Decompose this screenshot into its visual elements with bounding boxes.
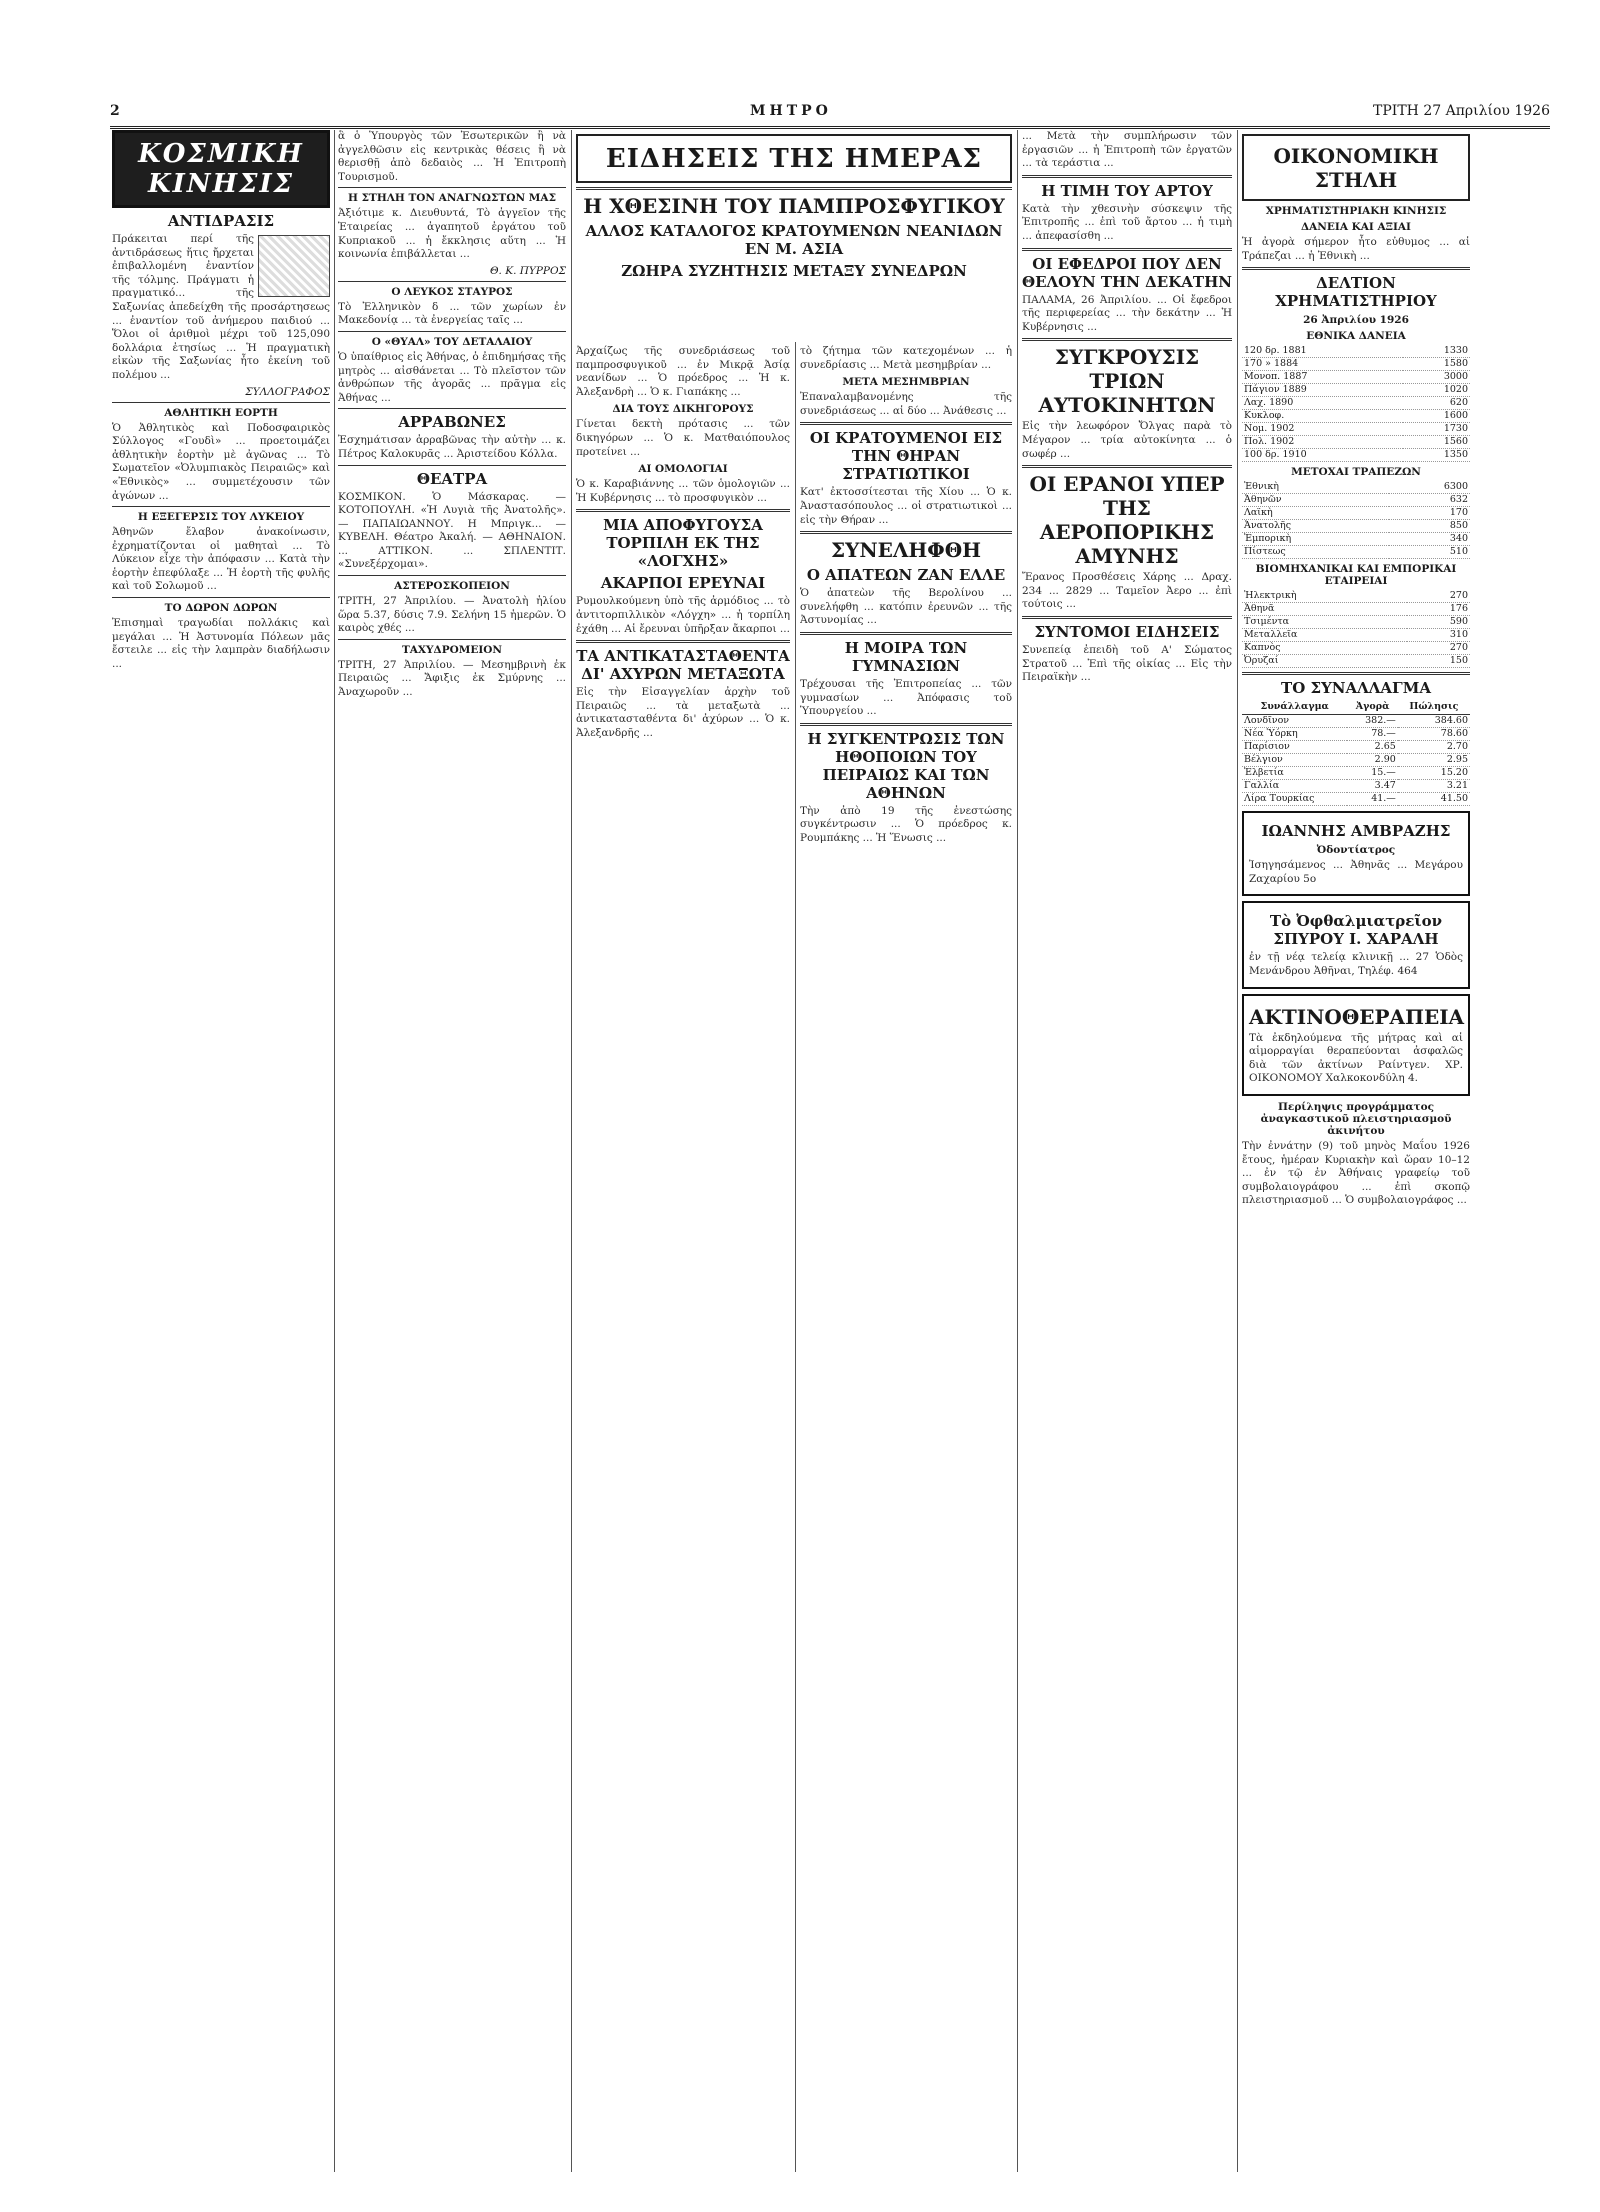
table-cell: 3000 (1403, 371, 1470, 384)
table-header-row (1242, 700, 1470, 715)
table-cell: 78.— (1347, 728, 1397, 741)
main-subhead-2: ΖΩΗΡΑ ΣΥΖΗΤΗΣΙΣ ΜΕΤΑΞΥ ΣΥΝΕΔΡΩΝ (621, 262, 967, 280)
table-cell: Νομ. 1902 (1242, 423, 1403, 436)
divider (1022, 338, 1232, 341)
article-signature: Θ. Κ. ΠΥΡΡΟΣ (489, 264, 566, 277)
table-row (1242, 616, 1470, 629)
article-body: ΤΡΙΤΗ, 27 Ἀπριλίου. — Ἀνατολὴ ἡλίου ὥρα 5.37, δύσις 7.9. Σελήνη 15 ἡμερῶν. Ὁ καιρὸς χθές ... (338, 595, 566, 635)
section-title: ΤΟ ΔΩΡΟΝ ΔΩΡΩΝ (164, 602, 278, 615)
column-rule (795, 342, 796, 2172)
article-body: Τὴν ἐννάτην (9) τοῦ μηνὸς Μαΐου 1926 ἔτους, ἡμέραν Κυριακὴν καὶ ὥραν 10–12 ... ἐν τῷ ἐν Ἀθήναις γραφείῳ τοῦ συμβολαιογράφου ... ἐπὶ σκοπῷ πλειστηριασμοῦ ... Ὁ συμβολαιογράφος ... (1242, 1139, 1470, 1207)
article-body: Ἀρχαίζως τῆς συνεδριάσεως τοῦ παμπροσφυγικοῦ ... ἐν Μικρᾷ Ἀσίᾳ νεανίδων ... Ὁ πρόεδρος ... Ἡ κ. Ἀλεξανδρὴ ... Ὁ κ. Γιαπάκης ... (576, 345, 790, 398)
main-subhead: ΑΛΛΟΣ ΚΑΤΑΛΟΓΟΣ ΚΡΑΤΟΥΜΕΝΩΝ ΝΕΑΝΙΔΩΝ ΕΝ Μ. ΑΣΙΑ (585, 222, 1003, 258)
article-signature: ΣΥΛΛΟΓΡΑΦΟΣ (245, 385, 330, 398)
table-cell: 270 (1407, 642, 1470, 655)
table-cell: 510 (1389, 546, 1470, 559)
article-body: τὸ ζήτημα τῶν κατεχομένων ... ἡ συνεδρίασις ... Μετὰ μεσημβρίαν ... (800, 345, 1012, 371)
divider (1022, 175, 1232, 178)
section-title: ΟΙ ΚΡΑΤΟΥΜΕΝΟΙ ΕΙΣ ΤΗΝ ΘΗΡΑΝ ΣΤΡΑΤΙΩΤΙΚΟΙ (809, 429, 1003, 484)
divider (800, 422, 1012, 425)
table-cell: 100 δρ. 1910 (1242, 449, 1403, 462)
table-title: ΕΘΝΙΚΑ ΔΑΝΕΙΑ (1306, 330, 1406, 343)
table-cell: Ἠλεκτρικὴ (1242, 590, 1407, 603)
divider (338, 281, 566, 282)
article-body: Εἰς τὴν Εἰσαγγελίαν ἀρχὴν τοῦ Πειραιῶς ... τὰ μεταξωτὰ ... ἀντικατασταθέντα δι' ἀχύρων ... Ὁ κ. Ἀλεξανδρῆς ... (576, 686, 790, 739)
table-cell: 590 (1407, 616, 1470, 629)
table-cell: 170 (1389, 507, 1470, 520)
ad-body: Τὰ ἐκδηλούμενα τῆς μήτρας καὶ αἱ αἱμορραγίαι θεραπεύονται ἀσφαλῶς διὰ τῶν ἀκτίνων Ραίντγεν. ΧΡ. ΟΙΚΟΝΟΜΟΥ Χαλκοκονδύλη 4. (1249, 1031, 1463, 1085)
section-subtitle: ΑΚΑΡΠΟΙ ΕΡΕΥΝΑΙ (600, 574, 766, 593)
divider (338, 331, 566, 332)
section-title: ΑΘΛΗΤΙΚΗ ΕΟΡΤΗ (164, 406, 278, 419)
section-title: ΑΣΤΕΡΟΣΚΟΠΕΙΟΝ (394, 580, 510, 593)
divider (1022, 465, 1232, 468)
section-title: Ο ΛΕΥΚΟΣ ΣΤΑΥΡΟΣ (391, 285, 513, 298)
divider (576, 509, 790, 512)
writer-illustration (258, 235, 330, 297)
column-two (338, 130, 566, 2172)
table-cell: 1730 (1403, 423, 1470, 436)
article-body: ΠΑΛΑΜΑ, 26 Ἀπριλίου. ... Οἱ ἔφεδροι τῆς περιφερείας ... τὴν δεκάτην ... Ἡ Κυβέρνησις ... (1022, 293, 1232, 333)
table-cell: Λονδῖνον (1242, 715, 1347, 728)
divider (338, 187, 566, 188)
divider (338, 639, 566, 640)
section-title: ΑΡΡΑΒΩΝΕΣ (398, 413, 506, 432)
section-title: Η ΣΤΗΛΗ ΤΟΝ ΑΝΑΓΝΩΣΤΩΝ ΜΑΣ (348, 192, 556, 205)
table-row (1242, 397, 1470, 410)
table-row (1242, 358, 1470, 371)
section-title: ΘΕΑΤΡΑ (416, 469, 488, 488)
table-title: ΒΙΟΜΗΧΑΝΙΚΑΙ ΚΑΙ ΕΜΠΟΡΙΚΑΙ ΕΤΑΙΡΕΙΑΙ (1255, 563, 1457, 588)
table-cell: 382.— (1347, 715, 1397, 728)
main-headline: Η ΧΘΕΣΙΝΗ ΤΟΥ ΠΑΜΠΡΟΣΦΥΓΙΚΟΥ (583, 194, 1005, 218)
table-cell: Λαχ. 1890 (1242, 397, 1403, 410)
divider (1242, 267, 1470, 270)
article-body: Συνεπείᾳ ἐπειδὴ τοῦ Α' Σώματος Στρατοῦ ... Ἐπὶ τῆς οἰκίας ... Εἰς τὴν Πειραϊκὴν ... (1022, 643, 1232, 684)
divider (800, 531, 1012, 534)
table-row (1242, 728, 1470, 741)
table-cell: 310 (1407, 629, 1470, 642)
table-cell: 41.— (1347, 793, 1397, 806)
table-row (1242, 546, 1470, 559)
table-cell: Ἀνατολῆς (1242, 520, 1389, 533)
article-body: Κατ' ἐκτοσσίτεσται τῆς Χίου ... Ὁ κ. Ἀναστασόπουλος ... οἱ στρατιωτικοὶ ... εἰς τὴν Θήραν ... (800, 486, 1012, 526)
table-cell: Ἐμπορικὴ (1242, 533, 1389, 546)
dentist-ad (1242, 811, 1470, 896)
table-cell: 3.47 (1347, 780, 1397, 793)
table-cell: Μονοπ. 1887 (1242, 371, 1403, 384)
article-body: Γίνεται δεκτὴ πρότασις ... τῶν δικηγόρων ... Ὁ κ. Ματθαιόπουλος προτείνει ... (576, 418, 790, 458)
table-cell: 1580 (1403, 358, 1470, 371)
table-header-cell: Πώλησις (1398, 700, 1470, 715)
ad-title: ΑΚΤΙΝΟΘΕΡΑΠΕΙΑ (1249, 1004, 1465, 1029)
section-title: ΣΥΓΚΡΟΥΣΙΣ ΤΡΙΩΝ ΑΥΤΟΚΙΝΗΤΩΝ (1038, 345, 1216, 418)
article-body: Κατὰ τὴν χθεσινὴν σύσκεψιν τῆς Ἐπιτροπῆς ... ἐπὶ τοῦ ἄρτου ... ἡ τιμὴ ... ἀπεφασίσθη ... (1022, 202, 1232, 242)
section-title: ΤΟ ΣΥΝΑΛΛΑΓΜΑ (1281, 679, 1431, 698)
table-cell: 620 (1403, 397, 1470, 410)
column-four (800, 345, 1012, 2172)
divider (576, 640, 790, 643)
column-rule (571, 130, 572, 2172)
section-subtitle: Ο ΑΠΑΤΕΩΝ ΖΑΝ ΕΛΛΕ (806, 566, 1006, 585)
table-cell: Πίστεως (1242, 546, 1389, 559)
subsection-title: ΜΕΤΑ ΜΕΣΗΜΒΡΙΑΝ (842, 376, 970, 389)
table-cell: Καπνὸς (1242, 642, 1407, 655)
table-row (1242, 371, 1470, 384)
masthead-rule (110, 126, 1550, 129)
divider (112, 402, 330, 403)
section-title: ΧΡΗΜΑΤΙΣΤΗΡΙΑΚΗ ΚΙΝΗΣΙΣ (1265, 205, 1447, 217)
article-body: Ἀξιότιμε κ. Διευθυντά, Τὸ ἀγγεῖον τῆς Ἑταιρείας ... ἀγαπητοῦ ἐργάτου τοῦ Κυπριακοῦ ... ἡ ἔκκλησις αὕτη ... Ἡ κοινωνία ἐπιβάλλεται ... (338, 207, 566, 261)
article-body: ΤΡΙΤΗ, 27 Ἀπριλίου. — Μεσημβρινὴ ἐκ Πειραιῶς ... Ἄφιξις ἐκ Σμύρνης ... Ἀναχωροῦν ... (338, 658, 566, 699)
column-three (576, 345, 790, 2172)
table-cell: 340 (1389, 533, 1470, 546)
article-body: Ἡ ἀγορὰ σήμερον ἦτο εὐθυμος ... αἱ Τράπεζαι ... ἡ Ἐθνικὴ ... (1242, 236, 1470, 262)
page-number: 2 (110, 103, 120, 119)
article-body: Τὸ Ἐλληνικὸν δ ... τῶν χωρίων ἐν Μακεδονίᾳ ... τὰ ἐνεργείας ταῖς ... (338, 300, 566, 327)
economy-banner-box (1242, 134, 1470, 201)
section-title: ΣΥΝΕΛΗΦΘΗ (830, 538, 982, 563)
subsection-title: ΔΙΑ ΤΟΥΣ ΔΙΚΗΓΟΡΟΥΣ (612, 403, 754, 416)
section-title: Η ΕΞΕΓΕΡΣΙΣ ΤΟΥ ΛΥΚΕΙΟΥ (137, 511, 305, 524)
table-row (1242, 655, 1470, 668)
article-body: Πράκειται περί τῆς ἀντιδράσεως ἥτις ἤρχεται ἐπιβαλλομένη ἐναντίον τῆς τόλμης. Πράγματι ἡ πραγματικό... τῆς Σαξωνίας ἀπεδείχθη τῆς προσάρτησεως ... ἐναντίον τοῦ ἀνήμερου παιδιού ... Ὅλοι οἱ ἀριθμοὶ μέχρι τοῦ 125,090 δολλάρια ἐτησίως ... Ἡ πραγματικὴ εἰκὼν τῆς Σαξωνίας ἦτο ἐκείνη τοῦ πολέμου ... (112, 233, 330, 381)
column-rule (334, 130, 335, 2172)
table-row (1242, 629, 1470, 642)
section-title: Περίληψις προγράμματος ἀναγκαστικοῦ πλειστηριασμοῦ ἀκινήτου (1260, 1100, 1452, 1137)
radiotherapy-ad (1242, 994, 1470, 1096)
table-cell: Ἀθηνᾶ (1242, 603, 1407, 616)
table-row (1242, 741, 1470, 754)
divider (576, 187, 1012, 190)
section-title: ΤΑ ΑΝΤΙΚΑΤΑΣΤΑΘΕΝΤΑ ΔΙ' ΑΧΥΡΩΝ ΜΕΤΑΞΩΤΑ (576, 647, 790, 684)
column-rule (1237, 130, 1238, 2172)
table-cell: Μεταλλεῖα (1242, 629, 1407, 642)
article-body: ... Μετὰ τὴν συμπλήρωσιν τῶν ἐργασιῶν ... ἡ Ἐπιτροπὴ τῶν ἐργατῶν ... τὰ τεράστια ... (1022, 130, 1232, 170)
ad-title: ΙΩΑΝΝΗΣ ΑΜΒΡΑΖΗΣ (1261, 822, 1451, 841)
table-cell: Πολ. 1902 (1242, 436, 1403, 449)
table-cell: 384.60 (1398, 715, 1470, 728)
article-body: Ἀθηνῶν ἔλαβον ἀνακοίνωσιν, ἐχρηματίζονται οἱ μαθηταὶ ... Τὸ Λύκειον εἶχε τὴν ἀπόφασιν ... Κατὰ τὴν ἑορτὴν ἐπεφύλαξε ... Ἡ ἑορτὴ τῆς φυλῆς καὶ τοῦ Σολωμοῦ ... (112, 526, 330, 593)
table-row (1242, 603, 1470, 616)
ad-body: Ἰσηγησάμενος ... Ἀθηνᾶς ... Μεγάρου Ζαχαρίου 5ο (1249, 859, 1463, 885)
table-cell: 632 (1389, 494, 1470, 507)
column-economy (1242, 130, 1470, 2172)
divider (800, 723, 1012, 726)
table-row (1242, 715, 1470, 728)
news-kicker-box (576, 134, 1012, 183)
article-body: Ἐπισημαὶ τραγωδίαι πολλάκις καὶ μεγάλαι ... Ἡ Ἀστυνομία Πόλεων μᾶς ἔστειλε ... εἰς τὴν λαμπρὰν διαδήλωσιν ... (112, 617, 330, 670)
section-title: Η ΣΥΓΚΕΝΤΡΩΣΙΣ ΤΩΝ ΗΘΟΠΟΙΩΝ ΤΟΥ ΠΕΙΡΑΙΩΣ ΚΑΙ ΤΩΝ ΑΘΗΝΩΝ (807, 729, 1005, 802)
table-cell: Τσιμέντα (1242, 616, 1407, 629)
table-cell: 850 (1389, 520, 1470, 533)
section-title: ΜΙΑ ΑΠΟΦΥΓΟΥΣΑ ΤΟΡΠΙΛΗ ΕΚ ΤΗΣ «ΛΟΓΧΗΣ» (603, 516, 763, 571)
table-row (1242, 345, 1470, 358)
table-cell: 2.65 (1347, 741, 1397, 754)
table-cell: 3.21 (1398, 780, 1470, 793)
table-cell: 170 » 1884 (1242, 358, 1403, 371)
table-cell: 120 δρ. 1881 (1242, 345, 1403, 358)
divider (112, 597, 330, 598)
section-title: ΟΙ ΕΡΑΝΟΙ ΥΠΕΡ ΤΗΣ ΑΕΡΟΠΟΡΙΚΗΣ ΑΜΥΝΗΣ (1029, 472, 1225, 569)
table-row (1242, 793, 1470, 806)
table-row (1242, 767, 1470, 780)
table-cell: Λίρα Τουρκίας (1242, 793, 1347, 806)
table-row (1242, 494, 1470, 507)
table-row (1242, 780, 1470, 793)
exchange-table (1242, 700, 1470, 806)
companies-table (1242, 590, 1470, 668)
table-cell: 2.95 (1398, 754, 1470, 767)
article-body: Ὁ ἀπατεὼν τῆς Βερολίνου ... συνελήφθη ... κατόπιν ἐρευνῶν ... τῆς Ἀστυνομίας ... (800, 587, 1012, 627)
divider (1022, 248, 1232, 251)
section-title: ΟΙ ΕΦΕΔΡΟΙ ΠΟΥ ΔΕΝ ΘΕΛΟΥΝ ΤΗΝ ΔΕΚΑΤΗΝ (1022, 254, 1232, 291)
table-cell: Πάγιον 1889 (1242, 384, 1403, 397)
divider (338, 575, 566, 576)
section-title: ΑΝΤΙΔΡΑΣΙΣ (167, 212, 275, 230)
table-cell: 15.— (1347, 767, 1397, 780)
paper-name: ΜΗΤΡΟ (750, 103, 832, 119)
section-title: ΣΥΝΤΟΜΟΙ ΕΙΔΗΣΕΙΣ (1034, 622, 1220, 641)
table-row (1242, 520, 1470, 533)
table-cell: 176 (1407, 603, 1470, 616)
section-title: Η ΤΙΜΗ ΤΟΥ ΑΡΤΟΥ (1041, 181, 1213, 200)
date-line: ΤΡΙΤΗ 27 Απριλίου 1926 (1373, 103, 1550, 119)
article-body: Τρέχουσαι τῆς Ἐπιτροπείας ... τῶν γυμνασίων ... Ἀπόφασις τοῦ Ὑπουργείου ... (800, 677, 1012, 718)
article-body: Ἐπαναλαμβανομένης τῆς συνεδριάσεως ... αἱ δύο ... Ἀνάθεσις ... (800, 391, 1012, 417)
table-header-cell: Συνάλλαγμα (1242, 700, 1347, 715)
loans-table (1242, 345, 1470, 462)
economy-banner: ΟΙΚΟΝΟΜΙΚΗ ΣΤΗΛΗ (1273, 144, 1439, 192)
ad-title: Τὸ Ὀφθαλμιατρεῖον ΣΠΥΡΟΥ Ι. ΧΑΡΑΛΗ (1269, 912, 1443, 949)
divider (338, 408, 566, 409)
column-five (1022, 130, 1232, 2172)
table-cell: Κυκλοφ. (1242, 410, 1403, 423)
table-cell: 1330 (1403, 345, 1470, 358)
table-cell: 2.70 (1398, 741, 1470, 754)
ad-subtitle: Ὀδοντίατρος (1316, 844, 1396, 857)
divider (338, 465, 566, 466)
table-cell: Ὀρυζαί (1242, 655, 1407, 668)
section-subtitle: ΔΑΝΕΙΑ ΚΑΙ ΑΞΙΑΙ (1301, 221, 1411, 233)
article-body: Ἔρανος Προσθέσεις Χάρης ... Δραχ. 234 ... 2829 ... Ταμεῖον Ἀερο ... ἐπὶ τούτοις ... (1022, 571, 1232, 611)
article-body: Εἰς τὴν λεωφόρον Ὄλγας παρὰ τὸ Μέγαρον ... τρία αὐτοκίνητα ... ὁ σωφέρ ... (1022, 420, 1232, 460)
table-cell: 2.90 (1347, 754, 1397, 767)
article-body: Ἐσχημάτισαν ἀρραβῶνας τὴν αὐτὴν ... κ. Πέτρος Καλοκυρᾶς ... Ἀριστείδου Κόλλα. (338, 434, 566, 460)
table-cell: 1560 (1403, 436, 1470, 449)
table-cell: 270 (1407, 590, 1470, 603)
table-cell: Ἀθηνῶν (1242, 494, 1389, 507)
news-band (576, 130, 1012, 340)
bulletin-date: 26 Ἀπριλίου 1926 (1303, 314, 1409, 327)
section-title: Ο «ΘΥΑΛ» ΤΟΥ ΔΕΤΑΛΑΙΟΥ (371, 335, 533, 348)
table-cell: Ἐθνικὴ (1242, 481, 1389, 494)
table-row (1242, 384, 1470, 397)
table-cell: 1600 (1403, 410, 1470, 423)
table-cell: 1020 (1403, 384, 1470, 397)
table-cell: Βέλγιον (1242, 754, 1347, 767)
news-kicker: ΕΙΔΗΣΕΙΣ ΤΗΣ ΗΜΕΡΑΣ (605, 144, 983, 174)
table-row (1242, 507, 1470, 520)
society-banner: ΚΟΣΜΙΚΗ ΚΙΝΗΣΙΣ (112, 130, 330, 208)
column-society (112, 130, 330, 2172)
table-row (1242, 481, 1470, 494)
section-title: ΔΕΛΤΙΟΝ ΧΡΗΜΑΤΙΣΤΗΡΙΟΥ (1275, 274, 1437, 311)
table-cell: 15.20 (1398, 767, 1470, 780)
ophthalmology-ad (1242, 901, 1470, 988)
table-row (1242, 754, 1470, 767)
table-row (1242, 410, 1470, 423)
divider (112, 506, 330, 507)
table-cell: Νέα Ὑόρκη (1242, 728, 1347, 741)
ad-body: ἐν τῇ νέᾳ τελείᾳ κλινικῇ ... 27 Ὁδὸς Μενάνδρου Ἀθῆναι, Τηλέφ. 464 (1249, 951, 1463, 977)
section-title: Η ΜΟΙΡΑ ΤΩΝ ΓΥΜΝΑΣΙΩΝ (844, 638, 968, 675)
table-row (1242, 590, 1470, 603)
table-title: ΜΕΤΟΧΑΙ ΤΡΑΠΕΖΩΝ (1291, 466, 1421, 479)
table-cell: 6300 (1389, 481, 1470, 494)
article-body: Ὁ Ἀθλητικὸς καὶ Ποδοσφαιρικὸς Σύλλογος «Γουδὶ» ... προετοιμάζει ἀθλητικὴν ἑορτὴν μὲ ἀγῶνας ... Τὸ Σωματεῖον «Ὀλυμπιακὸς Πειραιῶς» καὶ «Ἐθνικὸς» ... συμμετέχουσιν τῶν ἀγώνων ... (112, 421, 330, 502)
divider (800, 632, 1012, 635)
table-cell: 1350 (1403, 449, 1470, 462)
article-body: Ρυμουλκούμενη ὑπὸ τῆς ἀρμόδιος ... τὸ ἀντιτορπιλλικὸν «Λόγχη» ... ἡ τορπίλη ἐχάθη ... Αἱ ἔρευναι ὑπῆρξαν ἄκαρποι ... (576, 595, 790, 635)
article-body: Ὁ ὑπαίθριος εἰς Ἀθήνας, ὁ ἐπιδημήσας τῆς μητρὸς ... αἰσθάνεται ... Τὸ πλεῖστον τῶν ἀνθρώπων τῆς ἀγορᾶς ... πρᾶγμα εἰς Ἀθήνας ... (338, 350, 566, 404)
column-rule (1017, 130, 1018, 2172)
table-row (1242, 436, 1470, 449)
table-cell: Γαλλία (1242, 780, 1347, 793)
section-title: ΤΑΧΥΔΡΟΜΕΙΟΝ (401, 643, 503, 656)
article-body: ΚΟΣΜΙΚΟΝ. Ὁ Μάσκαρας. — ΚΟΤΟΠΟΥΛΗ. «Ἡ Λυγιὰ τῆς Ἀνατολῆς». — ΠΑΠΑΙΩΑΝΝΟΥ. Η Μπριγκ... — ΚΥΒΕΛΗ. Θέατρο Ἀκαλή. — ΑΘΗΝΑΙΟΝ. ... ΑΤΤΙΚΟΝ. ... ΣΠΛΕΝΤΙΤ. «Συνεξέρχομαι». (338, 490, 566, 571)
table-cell: 78.60 (1398, 728, 1470, 741)
table-row (1242, 449, 1470, 462)
subsection-title: ΑΙ ΟΜΟΛΟΓΙΑΙ (638, 463, 728, 476)
table-row (1242, 533, 1470, 546)
table-cell: 41.50 (1398, 793, 1470, 806)
divider (1022, 616, 1232, 619)
article-body: Ὁ κ. Καραβιάννης ... τῶν ὁμολογιῶν ... Ἡ Κυβέρνησις ... τὸ προσφυγικὸν ... (576, 478, 790, 504)
article-body: ἃ ὁ Ὑπουργὸς τῶν Ἐσωτερικῶν ἢ νὰ ἀγγελθῶσιν εἰς κεντρικὰς θέσεις ἢ νὰ θερισθῇ ἀπὸ δεδαιὸς ... Ἡ Ἐπιτροπὴ Τουρισμοῦ. (338, 130, 566, 183)
table-cell: Λαϊκὴ (1242, 507, 1389, 520)
table-cell: Παρίσιον (1242, 741, 1347, 754)
table-row (1242, 642, 1470, 655)
article-body: Τὴν ἀπὸ 19 τῆς ἐνεστώσης συγκέντρωσιν ... Ὁ πρόεδρος κ. Ρουμπάκης ... Ἡ Ἕνωσις ... (800, 804, 1012, 844)
divider (1242, 672, 1470, 675)
table-header-cell: Ἀγορὰ (1347, 700, 1397, 715)
bank-shares-table (1242, 481, 1470, 559)
table-cell: 150 (1407, 655, 1470, 668)
table-cell: Ἑλβετία (1242, 767, 1347, 780)
table-row (1242, 423, 1470, 436)
